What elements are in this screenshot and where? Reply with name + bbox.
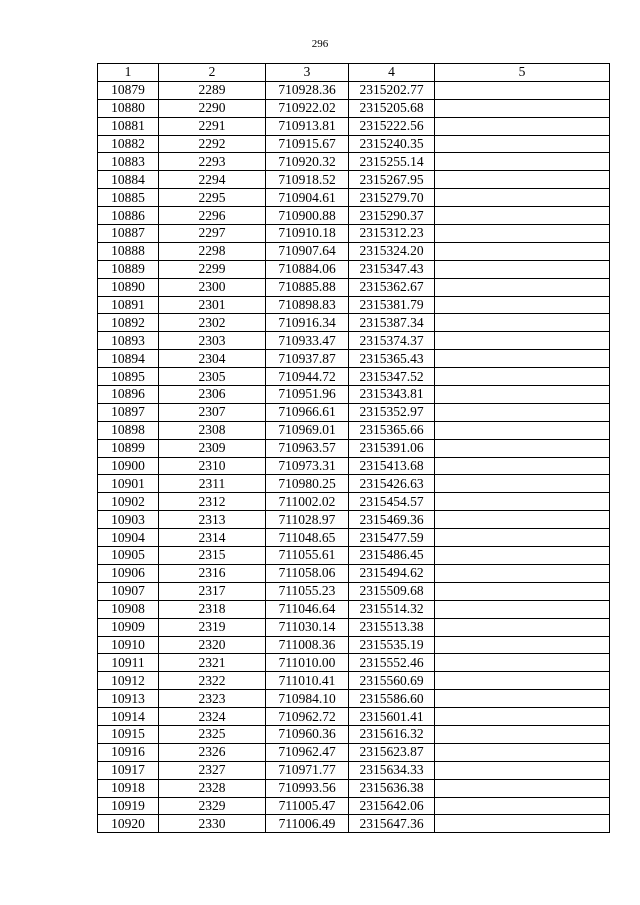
table-row [98, 135, 610, 153]
table-cell [435, 600, 610, 618]
table-cell: 2307 [159, 403, 266, 421]
header-row [98, 64, 610, 82]
table-cell: 710969.01 [266, 421, 349, 439]
table-cell: 10884 [98, 171, 159, 189]
table-cell: 2302 [159, 314, 266, 332]
table-cell: 2315240.35 [349, 135, 435, 153]
table-cell: 2318 [159, 600, 266, 618]
table-cell: 10917 [98, 761, 159, 779]
table-cell: 10910 [98, 636, 159, 654]
table-cell: 2297 [159, 225, 266, 243]
table-cell: 711055.23 [266, 582, 349, 600]
table-row [98, 529, 610, 547]
table-cell: 10895 [98, 368, 159, 386]
table-cell: 2300 [159, 278, 266, 296]
table-row [98, 117, 610, 135]
table-cell: 2315343.81 [349, 386, 435, 404]
table-cell: 710951.96 [266, 386, 349, 404]
table-cell: 2294 [159, 171, 266, 189]
table-cell: 710966.61 [266, 403, 349, 421]
table-cell: 2315513.38 [349, 618, 435, 636]
table-row [98, 189, 610, 207]
table-cell: 710973.31 [266, 457, 349, 475]
table-cell: 2311 [159, 475, 266, 493]
table-cell: 2303 [159, 332, 266, 350]
table-cell: 710971.77 [266, 761, 349, 779]
table-cell: 711010.00 [266, 654, 349, 672]
table-cell: 10881 [98, 117, 159, 135]
table-cell: 2317 [159, 582, 266, 600]
table-cell [435, 81, 610, 99]
table-cell [435, 493, 610, 511]
table-cell: 710885.88 [266, 278, 349, 296]
table-cell [435, 153, 610, 171]
table-row [98, 278, 610, 296]
table-cell [435, 117, 610, 135]
table-cell: 2315352.97 [349, 403, 435, 421]
coordinates-table [97, 63, 610, 833]
table-cell: 2304 [159, 350, 266, 368]
table-cell [435, 725, 610, 743]
table-row [98, 618, 610, 636]
table-row [98, 332, 610, 350]
table-cell [435, 386, 610, 404]
table-cell: 2324 [159, 708, 266, 726]
table-cell: 2315222.56 [349, 117, 435, 135]
table-cell [435, 260, 610, 278]
table-cell: 710920.32 [266, 153, 349, 171]
table-cell: 710980.25 [266, 475, 349, 493]
table-cell: 10882 [98, 135, 159, 153]
table-cell: 2309 [159, 439, 266, 457]
table-cell: 710963.57 [266, 439, 349, 457]
table-cell: 2310 [159, 457, 266, 475]
table-row [98, 779, 610, 797]
table-cell: 2315324.20 [349, 242, 435, 260]
column-header: 1 [98, 64, 159, 82]
table-cell: 710984.10 [266, 690, 349, 708]
table-cell: 2289 [159, 81, 266, 99]
table-cell: 2315535.19 [349, 636, 435, 654]
table-cell: 10880 [98, 99, 159, 117]
table-cell: 710933.47 [266, 332, 349, 350]
table-cell: 711046.64 [266, 600, 349, 618]
table-cell [435, 475, 610, 493]
table-cell: 2299 [159, 260, 266, 278]
table-cell [435, 439, 610, 457]
table-cell: 710918.52 [266, 171, 349, 189]
table-cell [435, 511, 610, 529]
table-cell: 2315486.45 [349, 547, 435, 565]
table-cell: 2315290.37 [349, 207, 435, 225]
table-cell: 2315494.62 [349, 564, 435, 582]
table-row [98, 690, 610, 708]
table-cell [435, 547, 610, 565]
table-cell: 10898 [98, 421, 159, 439]
table-cell: 710928.36 [266, 81, 349, 99]
table-cell: 2315347.52 [349, 368, 435, 386]
table-cell: 710900.88 [266, 207, 349, 225]
table-cell [435, 779, 610, 797]
table-cell: 2321 [159, 654, 266, 672]
table-cell: 711002.02 [266, 493, 349, 511]
table-cell: 2313 [159, 511, 266, 529]
table-cell: 10896 [98, 386, 159, 404]
table-cell: 2319 [159, 618, 266, 636]
table-row [98, 797, 610, 815]
table-cell: 2315202.77 [349, 81, 435, 99]
table-cell: 10918 [98, 779, 159, 797]
table-row [98, 564, 610, 582]
table-cell: 711010.41 [266, 672, 349, 690]
table-cell: 710944.72 [266, 368, 349, 386]
table-cell: 10897 [98, 403, 159, 421]
table-cell: 10899 [98, 439, 159, 457]
table-cell: 711005.47 [266, 797, 349, 815]
table-cell: 711055.61 [266, 547, 349, 565]
table-cell: 2306 [159, 386, 266, 404]
table-cell: 710904.61 [266, 189, 349, 207]
table-cell: 10891 [98, 296, 159, 314]
table-cell: 711008.36 [266, 636, 349, 654]
table-cell: 2308 [159, 421, 266, 439]
table-cell: 2315255.14 [349, 153, 435, 171]
table-cell [435, 457, 610, 475]
table-cell [435, 314, 610, 332]
table-cell: 710962.47 [266, 743, 349, 761]
table-cell: 2322 [159, 672, 266, 690]
table-cell: 10887 [98, 225, 159, 243]
table-row [98, 81, 610, 99]
table-cell: 2315267.95 [349, 171, 435, 189]
column-header: 4 [349, 64, 435, 82]
table-cell: 10904 [98, 529, 159, 547]
table-row [98, 493, 610, 511]
table-cell: 2315477.59 [349, 529, 435, 547]
table-cell: 710937.87 [266, 350, 349, 368]
table-cell: 10911 [98, 654, 159, 672]
table-cell [435, 654, 610, 672]
table-cell: 2315454.57 [349, 493, 435, 511]
table-cell: 10920 [98, 815, 159, 833]
table-row [98, 654, 610, 672]
table-cell: 2315387.34 [349, 314, 435, 332]
table-cell: 10885 [98, 189, 159, 207]
table-cell [435, 99, 610, 117]
table-row [98, 421, 610, 439]
table-cell: 711006.49 [266, 815, 349, 833]
table-cell: 2315391.06 [349, 439, 435, 457]
table-cell: 10883 [98, 153, 159, 171]
table-row [98, 296, 610, 314]
table-cell: 2325 [159, 725, 266, 743]
table-row [98, 403, 610, 421]
table-cell [435, 797, 610, 815]
table-cell: 710884.06 [266, 260, 349, 278]
table-cell: 2315365.43 [349, 350, 435, 368]
table-cell: 2292 [159, 135, 266, 153]
table-cell: 2315601.41 [349, 708, 435, 726]
table-cell: 2295 [159, 189, 266, 207]
table-cell: 2315560.69 [349, 672, 435, 690]
table-cell: 2315616.32 [349, 725, 435, 743]
table-row [98, 582, 610, 600]
table-cell: 10916 [98, 743, 159, 761]
table-cell [435, 350, 610, 368]
table-cell: 2315552.46 [349, 654, 435, 672]
table-cell: 2315279.70 [349, 189, 435, 207]
table-cell: 2314 [159, 529, 266, 547]
table-cell: 2326 [159, 743, 266, 761]
table-row [98, 636, 610, 654]
table-row [98, 242, 610, 260]
table-cell [435, 296, 610, 314]
table-cell [435, 690, 610, 708]
table-row [98, 511, 610, 529]
table-row [98, 386, 610, 404]
table-row [98, 368, 610, 386]
table-cell: 711030.14 [266, 618, 349, 636]
table-row [98, 672, 610, 690]
table-cell: 2315347.43 [349, 260, 435, 278]
table-body [98, 81, 610, 832]
table-cell: 2315586.60 [349, 690, 435, 708]
table-cell [435, 582, 610, 600]
table-cell: 2315623.87 [349, 743, 435, 761]
table-cell: 10892 [98, 314, 159, 332]
table-cell [435, 761, 610, 779]
table-cell: 2298 [159, 242, 266, 260]
table-cell: 10909 [98, 618, 159, 636]
table-cell [435, 564, 610, 582]
table-cell: 2296 [159, 207, 266, 225]
table-cell: 711048.65 [266, 529, 349, 547]
table-cell: 711058.06 [266, 564, 349, 582]
table-cell: 2327 [159, 761, 266, 779]
table-cell: 10908 [98, 600, 159, 618]
table-cell [435, 278, 610, 296]
column-header: 5 [435, 64, 610, 82]
table-cell [435, 225, 610, 243]
table-cell: 2315365.66 [349, 421, 435, 439]
table-cell: 2315636.38 [349, 779, 435, 797]
table-row [98, 350, 610, 368]
table-cell: 10900 [98, 457, 159, 475]
table-cell: 10906 [98, 564, 159, 582]
table-row [98, 761, 610, 779]
table-row [98, 207, 610, 225]
table-cell: 2293 [159, 153, 266, 171]
table-cell [435, 708, 610, 726]
table-row [98, 225, 610, 243]
table-cell [435, 421, 610, 439]
table-cell: 710960.36 [266, 725, 349, 743]
table-row [98, 600, 610, 618]
table-row [98, 171, 610, 189]
table-cell: 2330 [159, 815, 266, 833]
table-cell: 10912 [98, 672, 159, 690]
table-cell: 2315634.33 [349, 761, 435, 779]
table-cell [435, 189, 610, 207]
table-cell [435, 636, 610, 654]
table-cell: 10919 [98, 797, 159, 815]
table-cell: 2290 [159, 99, 266, 117]
table-cell: 2315509.68 [349, 582, 435, 600]
table-cell [435, 207, 610, 225]
table-row [98, 708, 610, 726]
table-cell: 10901 [98, 475, 159, 493]
table-cell: 2315514.32 [349, 600, 435, 618]
table-cell: 710922.02 [266, 99, 349, 117]
table-row [98, 314, 610, 332]
table-row [98, 743, 610, 761]
table-cell: 2315312.23 [349, 225, 435, 243]
table-cell: 2315374.37 [349, 332, 435, 350]
table-cell: 2301 [159, 296, 266, 314]
table-cell: 2315426.63 [349, 475, 435, 493]
table-cell: 710962.72 [266, 708, 349, 726]
table-cell: 2315413.68 [349, 457, 435, 475]
table-cell [435, 332, 610, 350]
table-cell: 711028.97 [266, 511, 349, 529]
table-cell: 2315642.06 [349, 797, 435, 815]
table-cell [435, 135, 610, 153]
table-row [98, 475, 610, 493]
table-cell: 710916.34 [266, 314, 349, 332]
table-cell: 2312 [159, 493, 266, 511]
table-cell: 2329 [159, 797, 266, 815]
table-row [98, 260, 610, 278]
table-cell: 710910.18 [266, 225, 349, 243]
table-cell: 710915.67 [266, 135, 349, 153]
table-cell [435, 618, 610, 636]
table-cell: 2291 [159, 117, 266, 135]
table-cell [435, 368, 610, 386]
table-row [98, 725, 610, 743]
table-cell [435, 529, 610, 547]
page-number: 296 [311, 38, 329, 50]
table-cell [435, 815, 610, 833]
table-cell: 2315469.36 [349, 511, 435, 529]
table-cell: 10903 [98, 511, 159, 529]
table-cell: 2320 [159, 636, 266, 654]
table-cell: 10889 [98, 260, 159, 278]
table-cell [435, 171, 610, 189]
table-cell: 10886 [98, 207, 159, 225]
table-cell: 2316 [159, 564, 266, 582]
table-cell: 2315381.79 [349, 296, 435, 314]
table-cell: 10915 [98, 725, 159, 743]
table-cell: 2315647.36 [349, 815, 435, 833]
table-cell: 10879 [98, 81, 159, 99]
table-row [98, 153, 610, 171]
table-row [98, 547, 610, 565]
table-cell: 10913 [98, 690, 159, 708]
table-cell: 2323 [159, 690, 266, 708]
table-cell: 10905 [98, 547, 159, 565]
table-cell: 710993.56 [266, 779, 349, 797]
table-cell: 10890 [98, 278, 159, 296]
table-cell: 10893 [98, 332, 159, 350]
table-cell: 2315205.68 [349, 99, 435, 117]
table-cell: 2305 [159, 368, 266, 386]
table-row [98, 815, 610, 833]
table-cell [435, 672, 610, 690]
table-cell [435, 242, 610, 260]
table-cell: 710898.83 [266, 296, 349, 314]
table-row [98, 99, 610, 117]
table-row [98, 457, 610, 475]
column-header: 2 [159, 64, 266, 82]
table-cell: 2315362.67 [349, 278, 435, 296]
table-row [98, 439, 610, 457]
table-cell [435, 403, 610, 421]
table-cell: 710913.81 [266, 117, 349, 135]
table-cell: 710907.64 [266, 242, 349, 260]
table-cell: 10907 [98, 582, 159, 600]
table-cell: 10888 [98, 242, 159, 260]
table-cell: 10914 [98, 708, 159, 726]
table-cell [435, 743, 610, 761]
column-header: 3 [266, 64, 349, 82]
table-cell: 10894 [98, 350, 159, 368]
table-cell: 2328 [159, 779, 266, 797]
table-cell: 10902 [98, 493, 159, 511]
table-cell: 2315 [159, 547, 266, 565]
